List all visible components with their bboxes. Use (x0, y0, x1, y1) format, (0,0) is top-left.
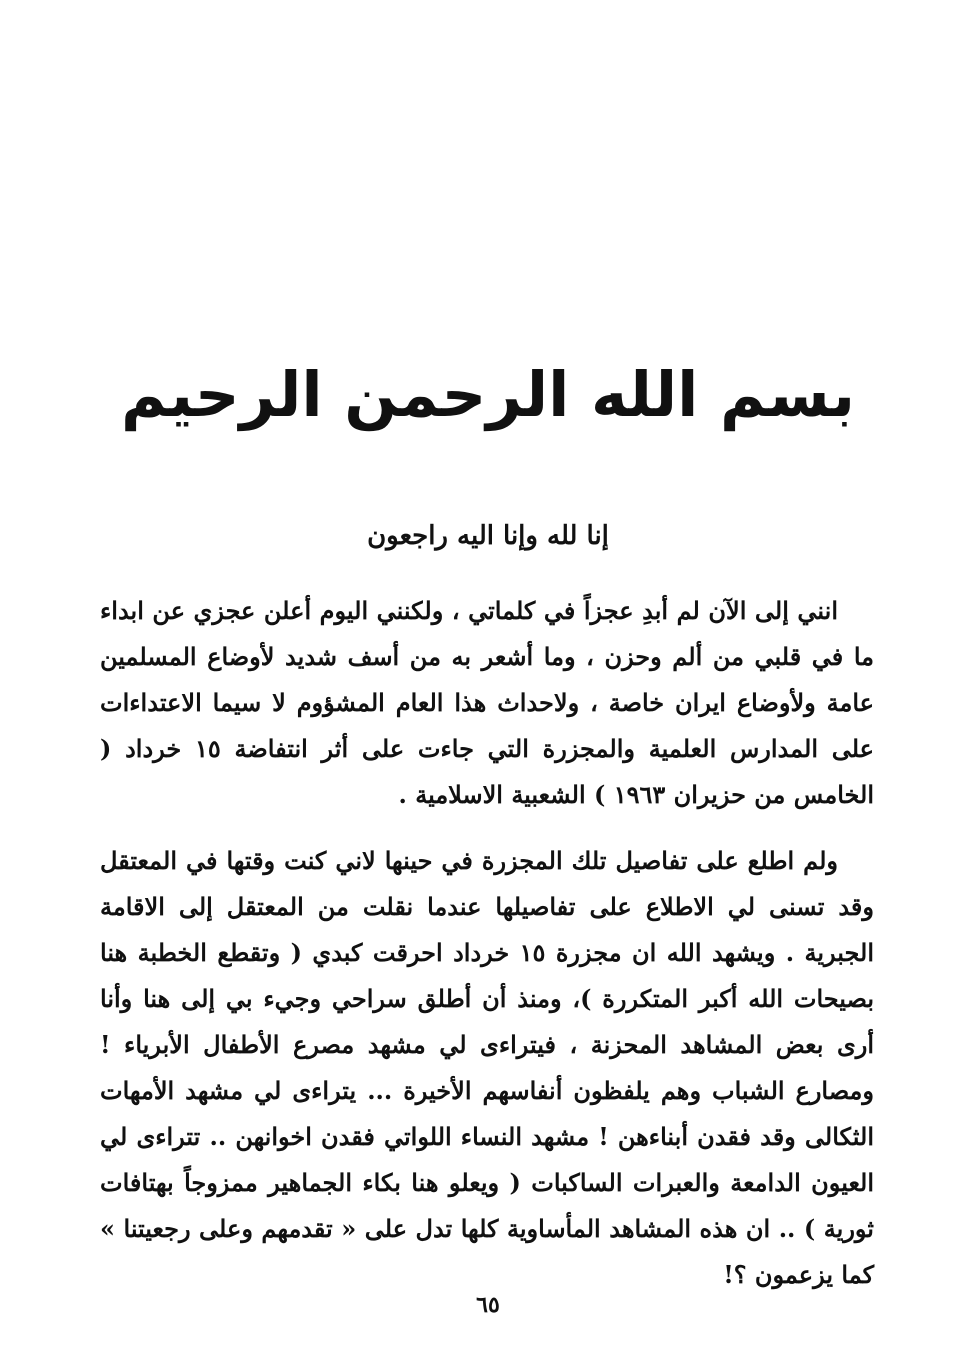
page-number: ٦٥ (476, 1292, 500, 1318)
basmala-heading: بسم الله الرحمن الرحيم (120, 358, 856, 431)
verse-line: إنا لله وإنا اليه راجعون (367, 521, 609, 551)
paragraph-2: ولم اطلع على تفاصيل تلك المجزرة في حينها لاني كنت وقتها في المعتقل وقد تسنى لي الاطلاع على تفاصيلها عندما نقلت من المعتقل إلى الاقامة الجبرية . ويشهد الله ان مجزرة ١٥ خرداد احرقت كبدي ( وتقطع الخطبة هنا بصيحات الله أكبر المتكررة )، ومنذ أن أطلق سراحي وجيء بي إلى هنا وأنا أرى بعض المشاهد المحزنة ، فيتراءى لي مشهد مصرع الأطفال الأبرياء ! ومصارع الشباب وهم يلفظون أنفاسهم الأخيرة ... يتراءى لي مشهد الأمهات الثكالى وقد فقدن أبناءهن ! مشهد النساء اللواتي فقدن اخوانهن .. تتراءى لي العيون الدامعة والعبرات الساكبات ( ويعلو هنا بكاء الجماهير ممزوجاً بهتافات ثورية ) .. ان هذه المشاهد المأساوية كلها تدل على « تقدمهم وعلى رجعيتنا » كما يزعمون ؟! (100, 846, 875, 1289)
paragraph-1: انني إلى الآن لم أبدِ عجزاً في كلماتي ، ولكنني اليوم أعلن عجزي عن ابداء ما في قلبي من ألم وحزن ، وما أشعر به من أسف شديد لأوضاع المسلمين عامة ولأوضاع ايران خاصة ، ولاحداث هذا العام المشؤوم لا سيما الاعتداءات على المدارس العلمية والمجزرة التي جاءت على أثر انتفاضة ١٥ خرداد ( الخامس من حزيران ١٩٦٣ ) الشعبية الاسلامية . (100, 596, 875, 809)
